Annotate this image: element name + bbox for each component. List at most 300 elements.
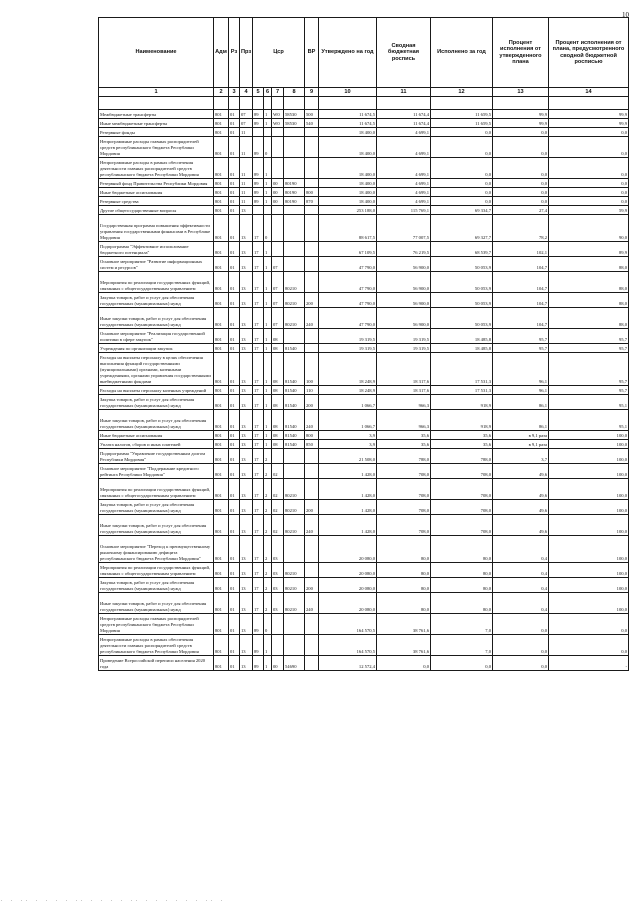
- vr-cell: [305, 242, 319, 257]
- rz-cell: 01: [229, 158, 240, 179]
- rz-cell: 01: [229, 353, 240, 386]
- csr-subprogram-cell: 2: [264, 515, 272, 536]
- csr-code-cell: 81540: [284, 431, 305, 440]
- roster-cell: 11 674,4: [377, 119, 431, 128]
- table-row: [99, 431, 629, 440]
- executed-cell: 50 053,9: [431, 308, 493, 329]
- prz-cell: 13: [240, 578, 253, 593]
- vr-cell: [305, 206, 319, 215]
- pct-roster-cell: 100,0: [549, 464, 629, 479]
- approved-cell: 20 080,0: [319, 536, 377, 563]
- pct-roster-cell: 99,9: [549, 110, 629, 119]
- csr-subprogram-cell: 2: [264, 464, 272, 479]
- csr-code-cell: 81540: [284, 353, 305, 386]
- vr-cell: [305, 656, 319, 671]
- csr-program-cell: 89: [253, 137, 264, 158]
- csr-event-cell: 00: [272, 188, 284, 197]
- executed-cell: 918,9: [431, 410, 493, 431]
- csr-subprogram-cell: 1: [264, 308, 272, 329]
- pct-plan-cell: 3,7: [493, 449, 549, 464]
- executed-cell: 50 053,9: [431, 257, 493, 272]
- row-name: Закупка товаров, работ и услуг для обеспечения государственных (муниципальных) нужд: [99, 395, 214, 410]
- row-name: Проведение Всероссийской переписи населения 2020 года: [99, 656, 214, 671]
- roster-cell: 966,3: [377, 410, 431, 431]
- roster-cell: 708,0: [377, 479, 431, 500]
- csr-event-cell: 03: [272, 578, 284, 593]
- executed-cell: 788,0: [431, 449, 493, 464]
- csr-code-cell: [284, 614, 305, 635]
- pct-roster-cell: 0,0: [549, 137, 629, 158]
- row-name: Межбюджетные трансферты: [99, 110, 214, 119]
- table-row: [99, 308, 629, 329]
- executed-cell: 7,0: [431, 635, 493, 656]
- roster-cell: 80,0: [377, 593, 431, 614]
- approved-cell: 12 572,4: [319, 656, 377, 671]
- rz-cell: 01: [229, 563, 240, 578]
- pct-roster-cell: 100,0: [549, 479, 629, 500]
- vr-cell: [305, 479, 319, 500]
- table-row: [99, 257, 629, 272]
- row-name: Основное мероприятие "Реализация государственной политики в сфере закупок": [99, 329, 214, 344]
- header-pct-roster: Процент исполнения от плана, предусмотренного сводной бюджетной росписью: [549, 18, 629, 88]
- roster-cell: 56 900,0: [377, 293, 431, 308]
- adm-cell: 801: [214, 500, 229, 515]
- rz-cell: 01: [229, 515, 240, 536]
- csr-subprogram-cell: 0: [264, 215, 272, 242]
- executed-cell: 17 531,3: [431, 386, 493, 395]
- roster-cell: 4 699,1: [377, 197, 431, 206]
- csr-program-cell: 17: [253, 353, 264, 386]
- approved-cell: 20 080,0: [319, 563, 377, 578]
- executed-cell: 68 539,7: [431, 242, 493, 257]
- csr-program-cell: 17: [253, 593, 264, 614]
- row-name: Другие общегосударственные вопросы: [99, 206, 214, 215]
- rz-cell: 01: [229, 386, 240, 395]
- csr-program-cell: 17: [253, 536, 264, 563]
- vr-cell: 800: [305, 431, 319, 440]
- csr-event-cell: 08: [272, 440, 284, 449]
- pct-roster-cell: 100,0: [549, 500, 629, 515]
- column-number: 2: [214, 88, 229, 97]
- adm-cell: 801: [214, 395, 229, 410]
- csr-event-cell: 00: [272, 179, 284, 188]
- pct-plan-cell: 0,0: [493, 197, 549, 206]
- csr-code-cell: [284, 464, 305, 479]
- vr-cell: [305, 614, 319, 635]
- approved-cell: 164 570,5: [319, 614, 377, 635]
- table-row: [99, 464, 629, 479]
- table-row: [99, 293, 629, 308]
- pct-plan-cell: 78,2: [493, 215, 549, 242]
- approved-cell: 18 400,0: [319, 128, 377, 137]
- prz-cell: 13: [240, 479, 253, 500]
- rz-cell: 01: [229, 449, 240, 464]
- csr-program-cell: 17: [253, 344, 264, 353]
- csr-subprogram-cell: 1: [264, 119, 272, 128]
- csr-event-cell: [272, 137, 284, 158]
- executed-cell: 50 053,9: [431, 293, 493, 308]
- prz-cell: 11: [240, 179, 253, 188]
- adm-cell: 801: [214, 272, 229, 293]
- csr-code-cell: 80210: [284, 500, 305, 515]
- adm-cell: 801: [214, 578, 229, 593]
- adm-cell: 801: [214, 329, 229, 344]
- csr-subprogram-cell: 1: [264, 188, 272, 197]
- row-name: Расходы на выплаты персоналу казенных учреждений: [99, 386, 214, 395]
- adm-cell: 801: [214, 188, 229, 197]
- adm-cell: 801: [214, 158, 229, 179]
- pct-roster-cell: 100,0: [549, 449, 629, 464]
- csr-code-cell: [284, 137, 305, 158]
- csr-program-cell: 89: [253, 188, 264, 197]
- csr-event-cell: [272, 128, 284, 137]
- csr-event-cell: 03: [272, 593, 284, 614]
- csr-event-cell: 07: [272, 293, 284, 308]
- executed-cell: 80,0: [431, 578, 493, 593]
- csr-code-cell: 80210: [284, 563, 305, 578]
- header-approved: Утверждено на год: [319, 18, 377, 88]
- pct-roster-cell: 95,1: [549, 410, 629, 431]
- row-name: Иные бюджетные ассигнования: [99, 188, 214, 197]
- row-name: Основное мероприятие "Поддержание кредитного рейтинга Республики Мордовия": [99, 464, 214, 479]
- adm-cell: 801: [214, 386, 229, 395]
- approved-cell: 47 790,0: [319, 272, 377, 293]
- scan-edge-noise: · · ·· · · · · ·· · · · · ·· · · · · · · ·· ·: [0, 898, 226, 904]
- roster-cell: 966,3: [377, 395, 431, 410]
- vr-cell: [305, 158, 319, 179]
- csr-code-cell: [284, 242, 305, 257]
- pct-plan-cell: 0,4: [493, 578, 549, 593]
- rz-cell: 01: [229, 578, 240, 593]
- prz-cell: 13: [240, 395, 253, 410]
- table-row: [99, 188, 629, 197]
- csr-program-cell: 17: [253, 386, 264, 395]
- vr-cell: [305, 257, 319, 272]
- roster-cell: 4 699,1: [377, 179, 431, 188]
- csr-program-cell: 17: [253, 449, 264, 464]
- executed-cell: 0,0: [431, 188, 493, 197]
- csr-subprogram-cell: 1: [264, 293, 272, 308]
- header-name: Наименование: [99, 18, 214, 88]
- csr-subprogram-cell: 1: [264, 395, 272, 410]
- csr-event-cell: 07: [272, 272, 284, 293]
- prz-cell: 11: [240, 197, 253, 206]
- table-row: [99, 137, 629, 158]
- csr-program-cell: 17: [253, 440, 264, 449]
- pct-roster-cell: 95,7: [549, 344, 629, 353]
- prz-cell: 13: [240, 431, 253, 440]
- executed-cell: 69 327,7: [431, 215, 493, 242]
- executed-cell: 11 659,5: [431, 110, 493, 119]
- pct-plan-cell: 99,9: [493, 110, 549, 119]
- executed-cell: 35,6: [431, 440, 493, 449]
- prz-cell: 13: [240, 440, 253, 449]
- prz-cell: 13: [240, 410, 253, 431]
- adm-cell: 801: [214, 242, 229, 257]
- table-row: [99, 500, 629, 515]
- executed-cell: 708,0: [431, 479, 493, 500]
- rz-cell: 01: [229, 257, 240, 272]
- executed-cell: 18 485,8: [431, 344, 493, 353]
- vr-cell: [305, 536, 319, 563]
- csr-subprogram-cell: 2: [264, 536, 272, 563]
- csr-program-cell: 17: [253, 515, 264, 536]
- roster-cell: 80,0: [377, 536, 431, 563]
- csr-program-cell: [253, 206, 264, 215]
- approved-cell: 19 319,5: [319, 329, 377, 344]
- csr-subprogram-cell: 2: [264, 500, 272, 515]
- adm-cell: 801: [214, 536, 229, 563]
- rz-cell: 01: [229, 344, 240, 353]
- row-name: Подпрограмма "Эффективное использование бюджетного потенциала": [99, 242, 214, 257]
- pct-roster-cell: 0,0: [549, 188, 629, 197]
- roster-cell: 77 007,5: [377, 215, 431, 242]
- prz-cell: 11: [240, 128, 253, 137]
- vr-cell: 240: [305, 515, 319, 536]
- row-name: Государственная программа повышения эффективности управления государственными финансами в Республике Мордовия: [99, 215, 214, 242]
- csr-code-cell: 80190: [284, 179, 305, 188]
- csr-code-cell: 81540: [284, 344, 305, 353]
- csr-program-cell: 17: [253, 215, 264, 242]
- executed-cell: 17 531,3: [431, 353, 493, 386]
- pct-roster-cell: 0,0: [549, 614, 629, 635]
- pct-plan-cell: 0,0: [493, 128, 549, 137]
- prz-cell: 13: [240, 614, 253, 635]
- roster-cell: 80,0: [377, 563, 431, 578]
- table-row: [99, 386, 629, 395]
- row-name: Иные закупки товаров, работ и услуг для обеспечения государственных (муниципальных) нужд: [99, 410, 214, 431]
- rz-cell: 01: [229, 410, 240, 431]
- rz-cell: 01: [229, 188, 240, 197]
- vr-cell: 800: [305, 188, 319, 197]
- roster-cell: 115 769,1: [377, 206, 431, 215]
- column-number: 5: [253, 88, 264, 97]
- adm-cell: 801: [214, 179, 229, 188]
- row-name: Резервные средства: [99, 197, 214, 206]
- approved-cell: 11 674,5: [319, 119, 377, 128]
- csr-code-cell: 80210: [284, 578, 305, 593]
- pct-plan-cell: 104,7: [493, 293, 549, 308]
- vr-cell: [305, 464, 319, 479]
- vr-cell: 200: [305, 293, 319, 308]
- roster-cell: 0,0: [377, 656, 431, 671]
- executed-cell: 50 053,9: [431, 272, 493, 293]
- row-name: Основное мероприятие "Переход к преимущественному рыночному финансированию дефицита республиканского бюджета Республики Мордовия": [99, 536, 214, 563]
- csr-subprogram-cell: 1: [264, 272, 272, 293]
- approved-cell: 18 248,9: [319, 353, 377, 386]
- csr-code-cell: [284, 635, 305, 656]
- column-number: 8: [284, 88, 305, 97]
- table-row: [99, 563, 629, 578]
- prz-cell: 13: [240, 272, 253, 293]
- vr-cell: 100: [305, 353, 319, 386]
- pct-plan-cell: 49,6: [493, 464, 549, 479]
- prz-cell: 13: [240, 353, 253, 386]
- csr-program-cell: 17: [253, 293, 264, 308]
- executed-cell: 708,0: [431, 515, 493, 536]
- vr-cell: [305, 137, 319, 158]
- csr-program-cell: 17: [253, 500, 264, 515]
- column-number: 12: [431, 88, 493, 97]
- approved-cell: 47 790,0: [319, 257, 377, 272]
- csr-subprogram-cell: 2: [264, 563, 272, 578]
- adm-cell: 801: [214, 206, 229, 215]
- executed-cell: 708,0: [431, 464, 493, 479]
- csr-program-cell: 17: [253, 464, 264, 479]
- column-number: 14: [549, 88, 629, 97]
- table-row: [99, 353, 629, 386]
- table-row: [99, 440, 629, 449]
- csr-subprogram-cell: 1: [264, 344, 272, 353]
- adm-cell: 801: [214, 449, 229, 464]
- header-pct-plan: Процент исполнения от утвержденного плана: [493, 18, 549, 88]
- table-row: [99, 158, 629, 179]
- adm-cell: 801: [214, 464, 229, 479]
- table-row: [99, 329, 629, 344]
- csr-event-cell: 00: [272, 197, 284, 206]
- csr-event-cell: 07: [272, 308, 284, 329]
- pct-plan-cell: 49,6: [493, 479, 549, 500]
- roster-cell: 708,0: [377, 500, 431, 515]
- csr-code-cell: [284, 329, 305, 344]
- prz-cell: 07: [240, 119, 253, 128]
- csr-code-cell: 80210: [284, 479, 305, 500]
- table-row: [99, 410, 629, 431]
- pct-roster-cell: 100,0: [549, 431, 629, 440]
- header-vr: ВР: [305, 18, 319, 88]
- pct-roster-cell: 0,0: [549, 128, 629, 137]
- adm-cell: 801: [214, 656, 229, 671]
- prz-cell: 13: [240, 563, 253, 578]
- pct-roster-cell: 59,9: [549, 206, 629, 215]
- pct-plan-cell: 0,0: [493, 179, 549, 188]
- rz-cell: 01: [229, 308, 240, 329]
- row-name: Непрограммные расходы в рамках обеспечения деятельности главных распорядителей средств республиканского бюджета Республики Мордовия: [99, 635, 214, 656]
- vr-cell: [305, 344, 319, 353]
- csr-subprogram-cell: 1: [264, 158, 272, 179]
- pct-plan-cell: 0,0: [493, 656, 549, 671]
- vr-cell: 110: [305, 386, 319, 395]
- pct-plan-cell: 0,0: [493, 188, 549, 197]
- prz-cell: 13: [240, 656, 253, 671]
- rz-cell: 01: [229, 593, 240, 614]
- header-rz: Рз: [229, 18, 240, 88]
- csr-subprogram-cell: 1: [264, 197, 272, 206]
- adm-cell: 801: [214, 137, 229, 158]
- table-row: [99, 179, 629, 188]
- csr-program-cell: 17: [253, 242, 264, 257]
- pct-plan-cell: 0,0: [493, 614, 549, 635]
- header-csr: Цср: [253, 18, 305, 88]
- prz-cell: 13: [240, 449, 253, 464]
- roster-cell: 708,0: [377, 515, 431, 536]
- vr-cell: 500: [305, 110, 319, 119]
- executed-cell: 80,0: [431, 563, 493, 578]
- executed-cell: 0,0: [431, 137, 493, 158]
- prz-cell: 13: [240, 257, 253, 272]
- row-name: Мероприятия по реализации государственных функций, связанных с общегосударственным управлением: [99, 272, 214, 293]
- page-number: 10: [622, 11, 629, 19]
- rz-cell: 01: [229, 137, 240, 158]
- csr-event-cell: 08: [272, 329, 284, 344]
- row-name: Закупка товаров, работ и услуг для обеспечения государственных (муниципальных) нужд: [99, 500, 214, 515]
- adm-cell: 801: [214, 197, 229, 206]
- row-name: Подпрограмма "Управление государственным долгом Республики Мордовия": [99, 449, 214, 464]
- rz-cell: 01: [229, 500, 240, 515]
- prz-cell: 13: [240, 515, 253, 536]
- csr-program-cell: 17: [253, 431, 264, 440]
- csr-subprogram-cell: 1: [264, 329, 272, 344]
- pct-roster-cell: 88,0: [549, 308, 629, 329]
- roster-cell: 38 761,6: [377, 635, 431, 656]
- csr-program-cell: 17: [253, 479, 264, 500]
- csr-program-cell: 17: [253, 563, 264, 578]
- csr-subprogram-cell: 1: [264, 386, 272, 395]
- table-row: [99, 635, 629, 656]
- adm-cell: 801: [214, 293, 229, 308]
- row-name: Основное мероприятие "Развитие информационных систем и ресурсов": [99, 257, 214, 272]
- row-name: Учреждения по организации закупок: [99, 344, 214, 353]
- approved-cell: 67 109,5: [319, 242, 377, 257]
- csr-subprogram-cell: 1: [264, 635, 272, 656]
- pct-roster-cell: 0,0: [549, 197, 629, 206]
- csr-code-cell: 80210: [284, 308, 305, 329]
- row-name: Непрограммные расходы в рамках обеспечения деятельности главных распорядителей средств республиканского бюджета Республики Мордовия: [99, 158, 214, 179]
- csr-event-cell: 08: [272, 344, 284, 353]
- column-number: 3: [229, 88, 240, 97]
- rz-cell: 01: [229, 110, 240, 119]
- rz-cell: 01: [229, 536, 240, 563]
- rz-cell: 01: [229, 395, 240, 410]
- adm-cell: 801: [214, 215, 229, 242]
- rz-cell: 01: [229, 431, 240, 440]
- row-name: Иные межбюджетные трансферты: [99, 119, 214, 128]
- pct-roster-cell: 100,0: [549, 536, 629, 563]
- rz-cell: 01: [229, 614, 240, 635]
- vr-cell: [305, 563, 319, 578]
- csr-subprogram-cell: 0: [264, 614, 272, 635]
- csr-program-cell: 89: [253, 197, 264, 206]
- table-row: [99, 656, 629, 671]
- executed-cell: 0,0: [431, 197, 493, 206]
- pct-roster-cell: 99,9: [549, 119, 629, 128]
- roster-cell: 35,6: [377, 440, 431, 449]
- vr-cell: [305, 179, 319, 188]
- csr-code-cell: 58530: [284, 119, 305, 128]
- roster-cell: 4 699,1: [377, 137, 431, 158]
- approved-cell: 3,9: [319, 440, 377, 449]
- roster-cell: 11 674,4: [377, 110, 431, 119]
- csr-event-cell: [272, 614, 284, 635]
- vr-cell: 850: [305, 440, 319, 449]
- pct-plan-cell: 0,0: [493, 158, 549, 179]
- csr-event-cell: [272, 215, 284, 242]
- executed-cell: 18 485,8: [431, 329, 493, 344]
- approved-cell: 47 790,0: [319, 308, 377, 329]
- pct-roster-cell: 0,0: [549, 635, 629, 656]
- prz-cell: 13: [240, 536, 253, 563]
- roster-cell: 76 219,5: [377, 242, 431, 257]
- row-name: Закупка товаров, работ и услуг для обеспечения государственных (муниципальных) нужд: [99, 293, 214, 308]
- column-number: 9: [305, 88, 319, 97]
- table-row: [99, 197, 629, 206]
- csr-event-cell: 08: [272, 353, 284, 386]
- table-row: [99, 515, 629, 536]
- adm-cell: 801: [214, 431, 229, 440]
- vr-cell: 240: [305, 410, 319, 431]
- approved-cell: 88 617,5: [319, 215, 377, 242]
- rz-cell: 01: [229, 479, 240, 500]
